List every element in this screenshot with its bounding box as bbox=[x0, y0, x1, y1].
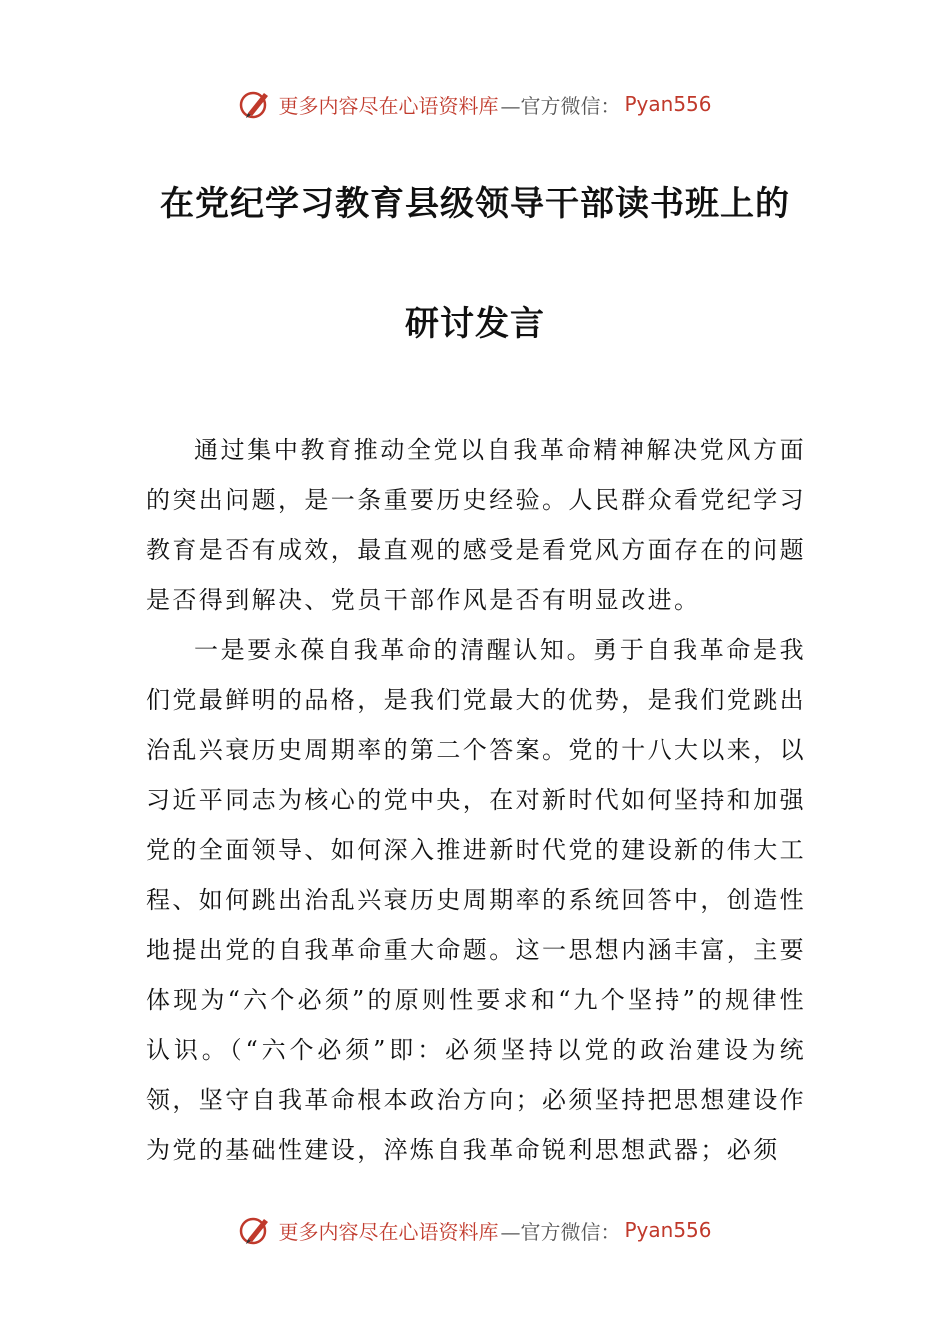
paragraph: 通过集中教育推动全党以自我革命精神解决党风方面的突出问题，是一条重要历史经验。人民群众看党纪学习教育是否有成效，最直观的感受是看党风方面存在的问题是否得到解决、党员干部作风是否有明显改进。 bbox=[146, 436, 806, 614]
watermark-banner-top bbox=[0, 84, 950, 124]
watermark-text: 更多内容尽在心语资料库 bbox=[278, 93, 499, 118]
watermark-sub: —官方微信： bbox=[500, 1219, 621, 1244]
watermark-text: 更多内容尽在心语资料库 bbox=[278, 1219, 499, 1244]
pen-logo-icon bbox=[238, 1213, 272, 1247]
document-title-line2: 研讨发言 bbox=[405, 304, 545, 344]
watermark-sub: —官方微信： bbox=[500, 93, 621, 118]
watermark-id: Pyan556 bbox=[624, 1218, 712, 1242]
watermark-banner-bottom bbox=[0, 1210, 950, 1250]
document-body bbox=[146, 425, 806, 1175]
document-title-line1: 在党纪学习教育县级领导干部读书班上的 bbox=[160, 184, 790, 224]
paragraph: 一是要永葆自我革命的清醒认知。勇于自我革命是我们党最鲜明的品格，是我们党最大的优势，是我们党跳出治乱兴衰历史周期率的第二个答案。党的十八大以来，以习近平同志为核心的党中央，在对新时代如何坚持和加强党的全面领导、如何深入推进新时代党的建设新的伟大工程、如何跳出治乱兴衰历史周期率的系统回答中，创造性地提出党的自我革命重大命题。这一思想内涵丰富，主要体现为“六个必须”的原则性要求和“九个坚持”的规律性认识。（“六个必须”即：必须坚持以党的政治建设为统领，坚守自我革命根本政治方向；必须坚持把思想建设作为党的基础性建设，淬炼自我革命锐利思想武器；必须 bbox=[146, 636, 806, 1164]
pen-logo-icon bbox=[238, 87, 272, 121]
watermark-id: Pyan556 bbox=[624, 92, 712, 116]
